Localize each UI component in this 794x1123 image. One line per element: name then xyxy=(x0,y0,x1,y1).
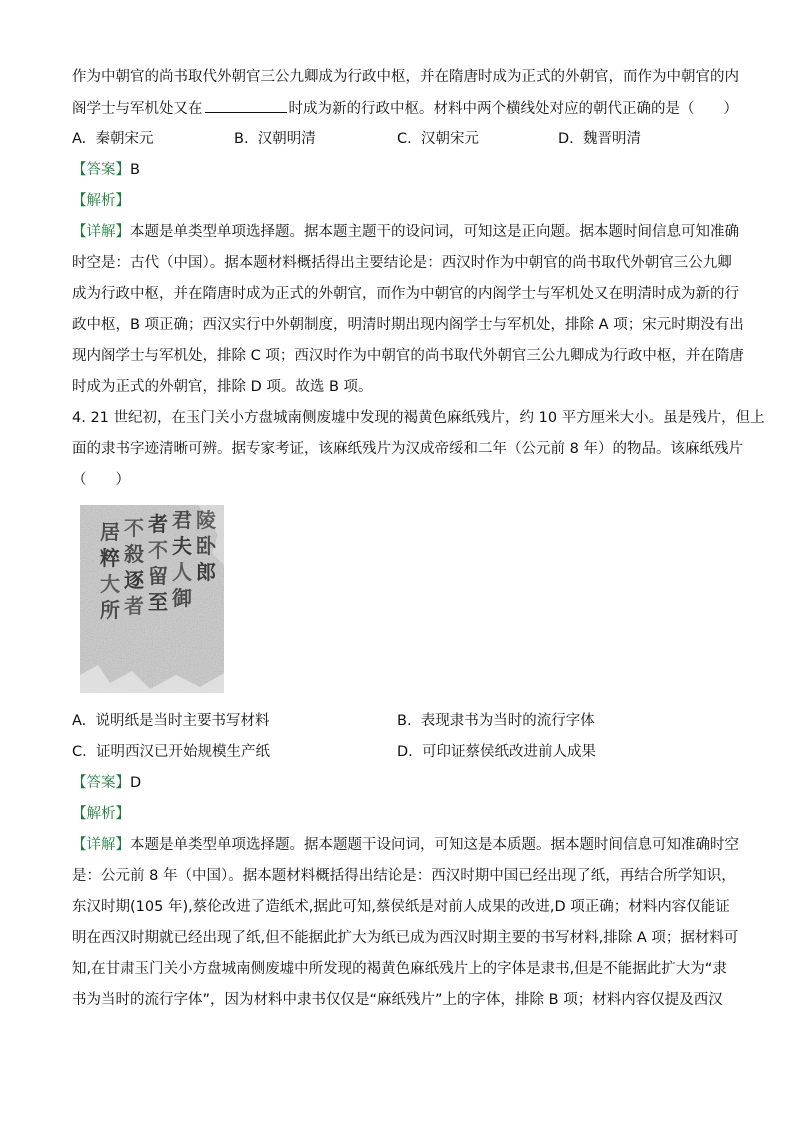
q4-stem-line-2: 面的隶书字迹清晰可辨。据专家考证，该麻纸残片为汉成帝绥和二年（公元前 8 年）的物品。该麻纸残片 xyxy=(72,441,743,457)
fragment-glyph: 留 xyxy=(148,564,168,588)
q4-detail-line-5: 知,在甘肃玉门关小方盘城南侧废墟中所发现的褐黄色麻纸残片上的字体是隶书,但是不能据此扩大为“隶 xyxy=(72,961,727,977)
q3-detail-line-5: 现内阁学士与军机处，排除 C 项；西汉时作为中朝官的尚书取代外朝官三公九卿成为行政中枢，并在隋唐 xyxy=(72,348,744,364)
q3-detail-line-1 xyxy=(72,222,739,242)
q4-detail-line-1 xyxy=(72,835,739,855)
q3-option-d[interactable] xyxy=(558,129,641,149)
option-letter: C. xyxy=(72,744,87,760)
q4-option-c[interactable] xyxy=(72,742,270,762)
q3-analysis-heading xyxy=(72,191,732,211)
fragment-glyph: 所 xyxy=(100,598,120,622)
q4-detail-line-4: 明在西汉时期就已经出现了纸,但不能据此扩大为纸已成为西汉时期主要的书写材料,排除 A 项；据材料可 xyxy=(72,930,739,946)
option-letter: D. xyxy=(558,131,574,147)
q4-detail-line-6: 书为当时的流行字体”，因为材料中隶书仅仅是“麻纸残片”上的字体，排除 B 项；材料内容仅提及西汉 xyxy=(72,992,723,1008)
analysis-tag: 【解析】 xyxy=(72,193,130,209)
q3-answer xyxy=(72,160,732,180)
fragment-glyph: 居 xyxy=(100,520,120,544)
q3-detail-line-6: 时成为正式的外朝官，排除 D 项。故选 B 项。 xyxy=(72,379,373,395)
q4-stem-line-3: （ ） xyxy=(72,472,130,488)
fragment-glyph: 陵 xyxy=(196,508,216,532)
option-letter: C. xyxy=(397,131,412,147)
answer-value: D xyxy=(130,775,142,791)
q4-option-b[interactable] xyxy=(397,711,595,731)
fragment-glyph: 者 xyxy=(124,594,144,618)
q4-stem-line-1: 4. 21 世纪初，在玉门关小方盘城南侧废墟中发现的褐黄色麻纸残片，约 10 平方厘米大小。虽是残片，但上 xyxy=(72,410,765,426)
q4-option-a[interactable] xyxy=(72,711,270,731)
q4-detail-line-3: 东汉时期(105 年),蔡伦改进了造纸术,据此可知,蔡侯纸是对前人成果的改进,D 项正确；材料内容仅能证 xyxy=(72,899,730,915)
option-letter: B. xyxy=(234,131,249,147)
fragment-glyph: 郎 xyxy=(196,560,216,584)
option-letter: A. xyxy=(72,713,87,729)
q3-option-a[interactable] xyxy=(72,129,154,149)
q4-detail-line-2: 是：公元前 8 年（中国）。据本题材料概括得出结论是：西汉时期中国已经出现了纸，再结合所学知识， xyxy=(72,868,736,884)
option-text: 魏晋明清 xyxy=(583,131,641,147)
option-text: 说明纸是当时主要书写材料 xyxy=(95,713,270,729)
fragment-glyph: 夫 xyxy=(172,534,192,558)
option-text: 汉朝宋元 xyxy=(420,131,479,147)
q4-analysis-heading xyxy=(72,804,732,824)
fragment-glyph: 逐 xyxy=(124,568,144,592)
q3-detail-line-2: 时空是：古代（中国）。据本题材料概括得出主要结论是：西汉时作为中朝官的尚书取代外朝官三公九卿 xyxy=(72,255,732,271)
q3-stem-line-1: 作为中朝官的尚书取代外朝官三公九卿成为行政中枢，并在隋唐时成为正式的外朝官，而作为中朝官的内 xyxy=(72,69,739,85)
fragment-glyph: 人 xyxy=(172,560,192,584)
fragment-glyph: 御 xyxy=(172,586,192,610)
fragment-glyph: 大 xyxy=(100,572,120,596)
detail-tag: 【详解】 xyxy=(72,224,130,240)
hemp-paper-fragment-image xyxy=(80,505,224,693)
detail-tag: 【详解】 xyxy=(72,837,130,853)
option-letter: A. xyxy=(72,131,87,147)
q3-stem-part-a: 阁学士与军机处又在 xyxy=(72,101,203,117)
option-letter: D. xyxy=(397,744,413,760)
q3-option-c[interactable] xyxy=(397,129,479,149)
fragment-glyph: 不 xyxy=(124,516,144,540)
fragment-glyph: 者 xyxy=(148,512,168,536)
option-letter: B. xyxy=(397,713,412,729)
option-text: 秦朝宋元 xyxy=(95,131,154,147)
q4-option-d[interactable] xyxy=(397,742,596,762)
answer-value: B xyxy=(130,162,140,178)
detail-text: 本题是单类型单项选择题。据本题题干设问词，可知这是本质题。据本题时间信息可知准确时空 xyxy=(130,837,739,853)
fragment-glyph: 至 xyxy=(148,590,168,614)
option-text: 可印证蔡侯纸改进前人成果 xyxy=(422,744,596,760)
q4-answer xyxy=(72,773,732,793)
fragment-glyph: 君 xyxy=(172,508,192,532)
fragment-glyph: 不 xyxy=(148,538,168,562)
analysis-tag: 【解析】 xyxy=(72,806,130,822)
q3-answer-blank xyxy=(205,98,287,113)
detail-text: 本题是单类型单项选择题。据本题主题干的设问词，可知这是正向题。据本题时间信息可知准确 xyxy=(130,224,739,240)
q3-option-b[interactable] xyxy=(234,129,316,149)
q3-stem-part-b: 时成为新的行政中枢。材料中两个横线处对应的朝代正确的是（ ） xyxy=(288,101,738,117)
q3-stem-line-2 xyxy=(72,98,738,119)
fragment-glyph: 粹 xyxy=(100,546,120,570)
option-text: 表现隶书为当时的流行字体 xyxy=(420,713,595,729)
fragment-glyph: 卧 xyxy=(196,534,216,558)
q3-detail-line-3: 成为行政中枢，并在隋唐时成为正式的外朝官，而作为中朝官的内阁学士与军机处又在明清时成为新的行 xyxy=(72,286,739,302)
answer-tag: 【答案】 xyxy=(72,775,130,791)
q3-detail-line-4: 政中枢，B 项正确；西汉实行中外朝制度，明清时期出现内阁学士与军机处，排除 A 项；宋元时期没有出 xyxy=(72,317,744,333)
fragment-glyph: 殺 xyxy=(124,542,144,566)
answer-tag: 【答案】 xyxy=(72,162,130,178)
fragment-texture xyxy=(80,505,224,693)
option-text: 证明西汉已开始规模生产纸 xyxy=(95,744,270,760)
option-text: 汉朝明清 xyxy=(257,131,316,147)
